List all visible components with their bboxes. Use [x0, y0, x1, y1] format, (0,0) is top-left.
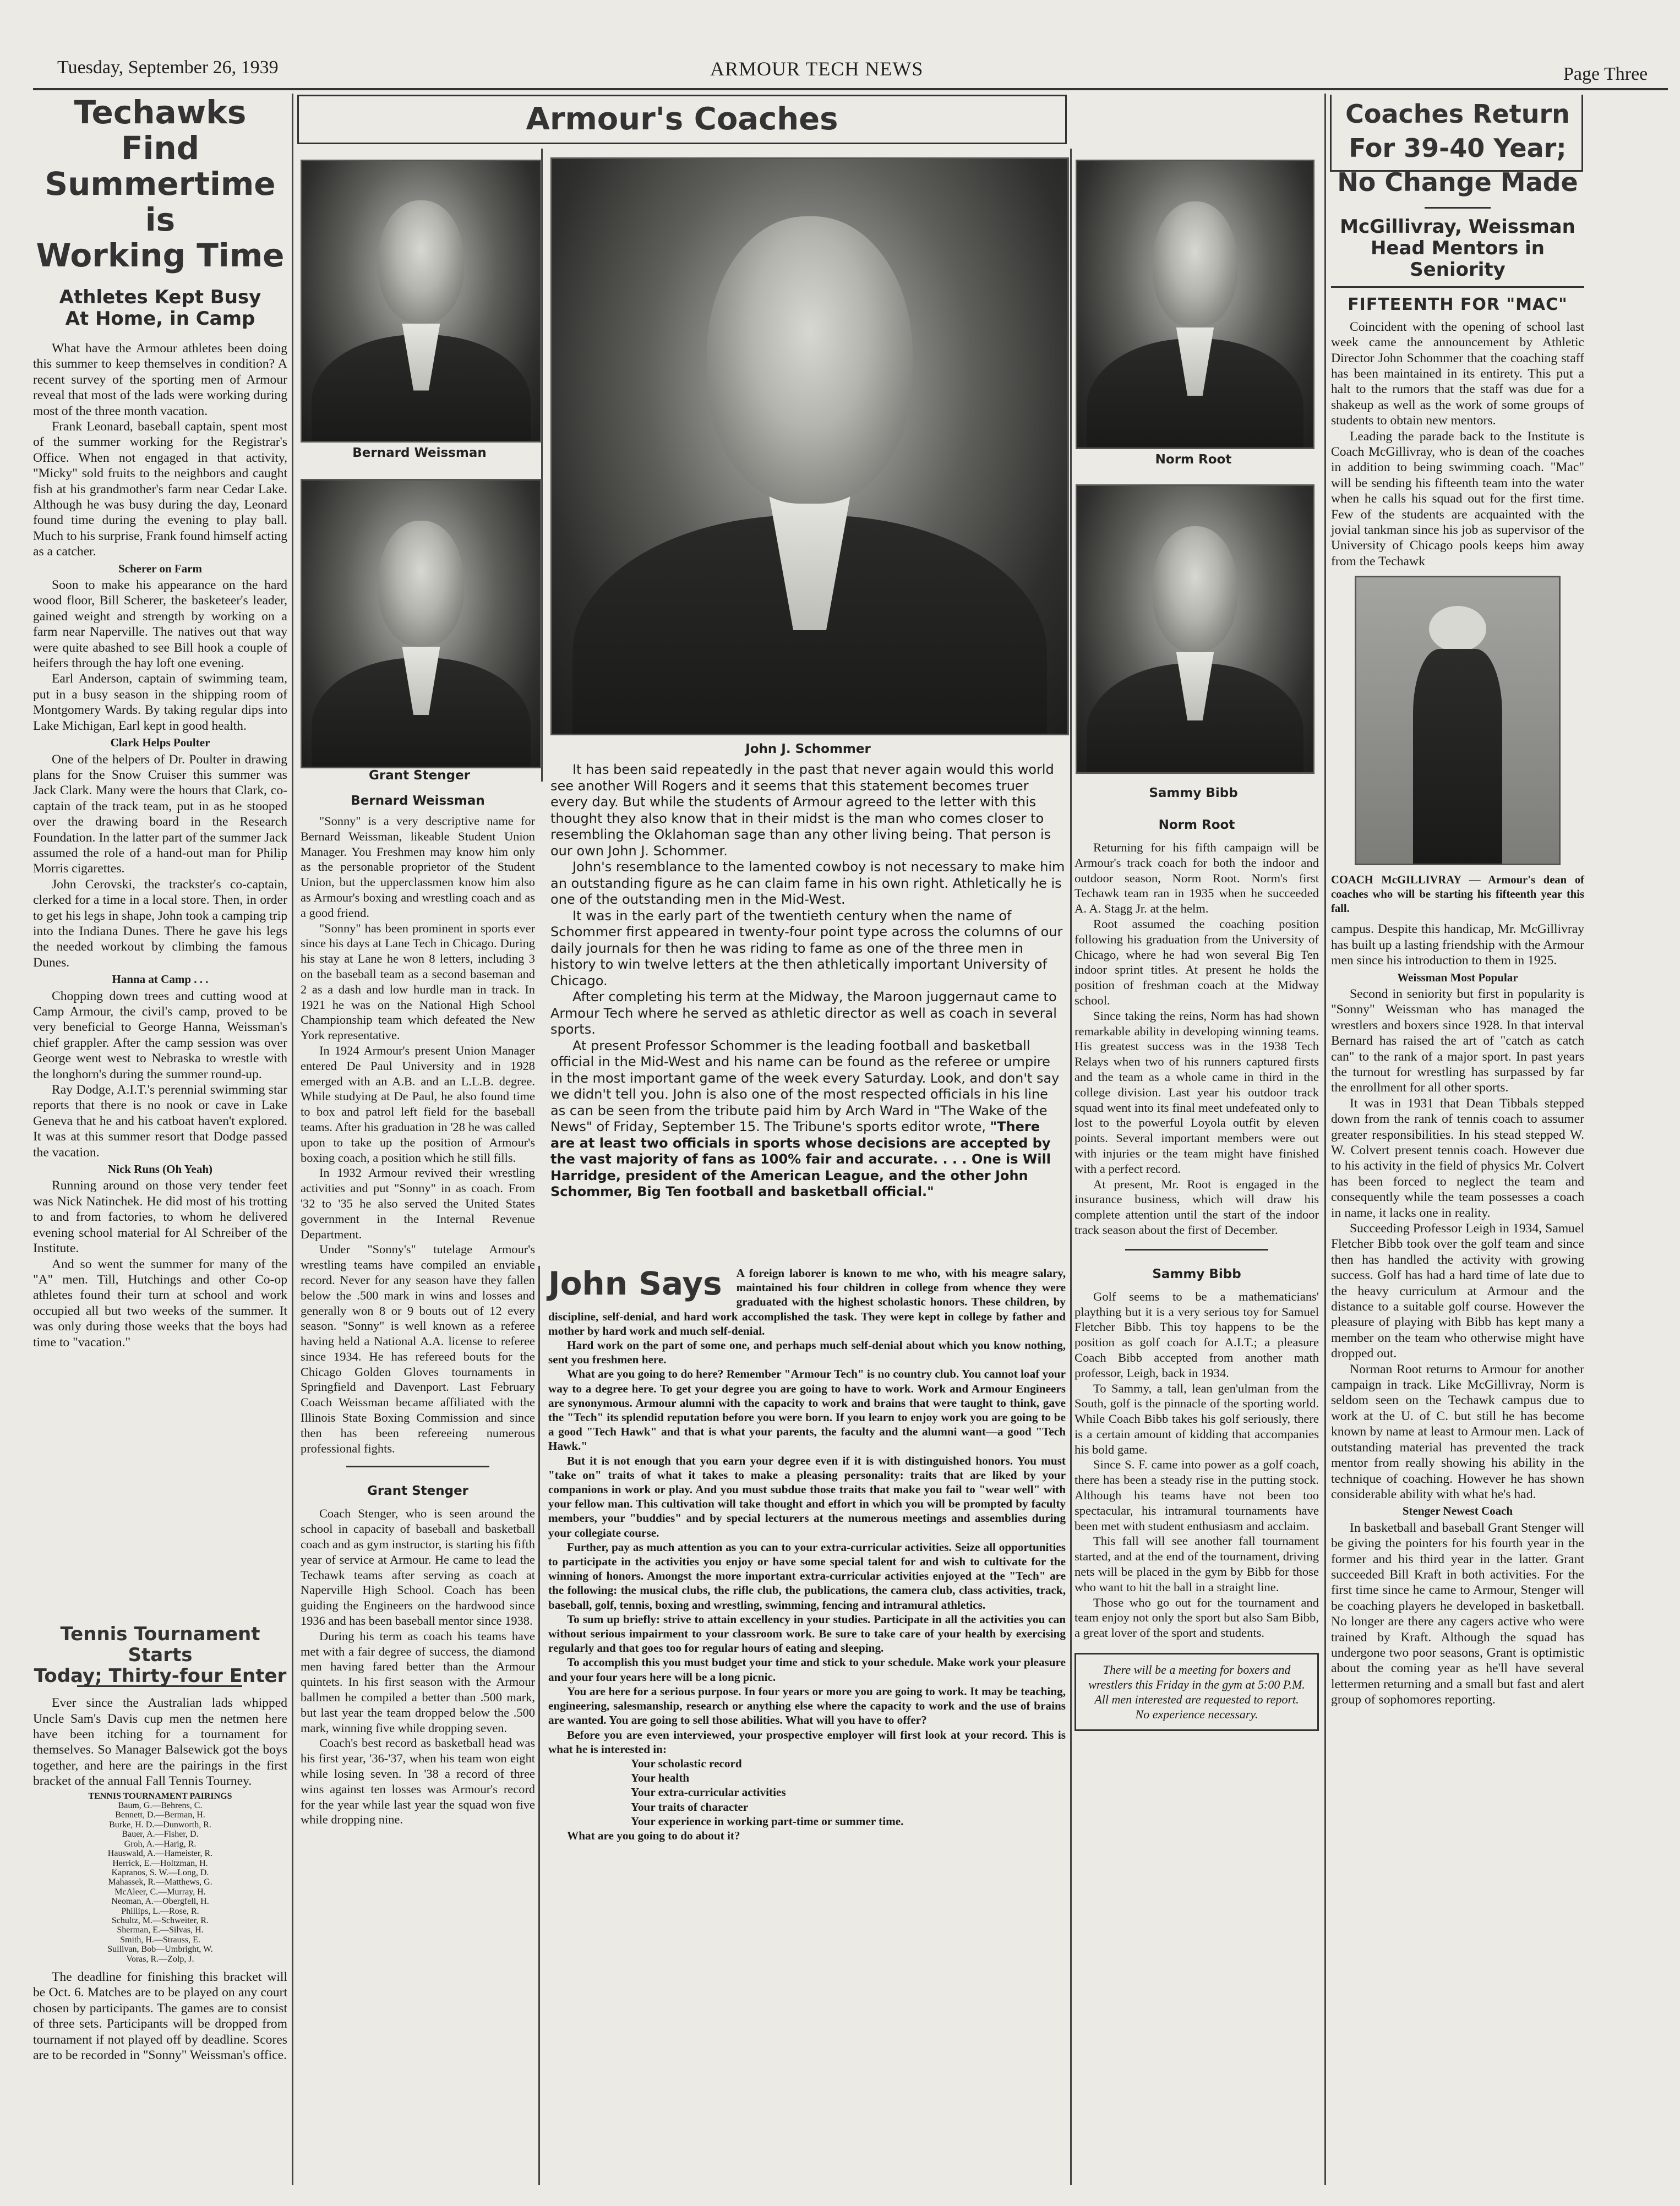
pairing-row: Bauer, A.—Fisher, D.	[122, 1830, 199, 1839]
bibb-body	[1074, 1289, 1319, 1641]
headline-line: Today; Thirty-four Enter	[34, 1665, 287, 1688]
arch-ward-quote: "There are at least two officials in sports whose decisions are accepted by the vast majority of fans as 100% fair and accurate. . . . One is Will Harridge, president of the American League, and the other John Schommer, Big Ten football and basketball official."	[550, 1119, 1051, 1199]
headline-line: Working Time	[36, 236, 285, 274]
divider	[1125, 1249, 1268, 1251]
deck-line: McGillivray, Weissman	[1340, 216, 1575, 238]
paragraph: Chopping down trees and cutting wood at Camp Armour, the civil's camp, proved to be very beneficial to George Hanna, Weissman's chief grappler. After the camp session was over George went west to Nebraska to wrestle with the longhorn's during the summer round-up.	[33, 989, 287, 1082]
john-photo-caption: John J. Schommer	[745, 742, 871, 756]
list-item: Your scholastic record	[631, 1756, 742, 1770]
coaches-return-body	[1331, 319, 1584, 570]
paragraph: At present Professor Schommer is the leading football and basketball official in the Mid-West and his name can be found as the referee or umpire in the most important game of the week every Saturday. Look, and don't say we didn't tell you. John is also one of the most respected officials in his line as can be seen from the tribute paid him by Arch Ward in "The Wake of the News" of Friday, September 15. The Tribune's sports editor wrote,	[550, 1038, 1060, 1134]
pairing-row: Hauswald, A.—Hameister, R.	[107, 1849, 213, 1859]
root-heading: Norm Root	[1158, 818, 1235, 832]
paragraph: Running around on those very tender feet was Nick Natinchek. He did most of his trotting to and from factories, to whom he delivered evening school material for Al Schreiber of the Institute.	[33, 1178, 287, 1256]
paragraph: In 1924 Armour's present Union Manager entered De Paul University and in 1928 emerged with an A.B. and an L.L.B. degree. While studying at De Paul, he also found time to box and patrol left field for the baseball teams. After his graduation in '28 he was called upon to take up the position of Armour's boxing coach, a position which he still fills.	[301, 1043, 535, 1165]
list-item: Your experience in working part-time or summer time.	[631, 1814, 904, 1828]
paragraph: In 1932 Armour revived their wrestling activities and put "Sonny" in as coach. From '32 to '35 he also served the United States government in the Internal Revenue Department.	[301, 1166, 535, 1241]
paragraph: campus. Despite this handicap, Mr. McGillivray has built up a lasting friendship with the Armour men since his introduction to them in 1925.	[1331, 922, 1584, 968]
subhead: Hanna at Camp . . .	[112, 973, 209, 986]
photo-figure	[1413, 649, 1502, 864]
paragraph: To accomplish this you must budget your time and stick to your schedule. Make work your pleasure and your four years here will be a long picnic.	[548, 1656, 1066, 1684]
pairing-row: Mahassek, R.—Matthews, G.	[108, 1877, 212, 1887]
root-body	[1074, 840, 1319, 1238]
pairing-row: Sherman, E.—Silvas, H.	[117, 1925, 204, 1935]
sammy-bibb-photo	[1076, 484, 1314, 774]
photo-figure	[707, 216, 913, 504]
headline-line: Techawks Find	[74, 94, 247, 167]
subhead: Clark Helps Poulter	[110, 736, 210, 750]
pairing-row: Smith, H.—Strauss, E.	[120, 1935, 200, 1945]
paragraph: What are you going to do here? Remember "Armour Tech" is no country club. You cannot loaf your way to a degree here. To get your degree you are going to have to work. Work and Armour Engineers are synonymous. Armour alumni with the capacity to work and brains that were taught to think, gave the "Tech" its splendid reputation before you were born. If you learn to enjoy work you are going to be a good "Tech Hawk" and that is what your parents, the faculty and the alumni want—a good "Tech Hawk."	[548, 1367, 1066, 1453]
tennis-body	[33, 1695, 287, 1789]
fifteenth-kicker: FIFTEENTH FOR "MAC"	[1348, 295, 1568, 315]
photo-figure	[1429, 606, 1486, 652]
paragraph: Before you are even interviewed, your prospective employer will first look at your record. This is what he is interested in:	[548, 1728, 1066, 1756]
paragraph: Hard work on the part of some one, and perhaps much self-denial about which you know nothing, sent you freshmen here.	[548, 1339, 1066, 1367]
paragraph: "Sonny" is a very descriptive name for Bernard Weissman, likeable Student Union Manager. You Freshmen may know him only as the personable proprietor of the Student Union, but the upperclassmen know him also as Armour's boxing and wrestling coach and as a good friend.	[301, 814, 535, 920]
subhead: Stenger Newest Coach	[1402, 1504, 1513, 1518]
mcgillivray-photo	[1355, 576, 1561, 865]
pairing-row: Sullivan, Bob—Umbright, W.	[107, 1945, 213, 1954]
photo-figure	[1153, 526, 1237, 652]
techawks-headline	[33, 95, 287, 274]
paragraph: What have the Armour athletes been doing this summer to keep themselves in condition? A recent survey of the sporting men of Armour reveal that most of the lads were working during most of the three month vacation.	[33, 341, 287, 418]
paragraph: Leading the parade back to the Institute is Coach McGillivray, who is dean of the coaches in addition to being swimming coach. "Mac" will be sending his fifteenth team into the water when he calls his squad out for the first time. Few of the students are acquainted with the jovial tankman since his job as supervisor of the University of Chicago pools keeps him away from the Techawk	[1331, 429, 1584, 569]
paragraph: During his term as coach his teams have met with a fair degree of success, the diamond men having fared better than the Armour quintets. In his first season with the Armour ballmen he compiled a better than .500 mark, but last year the team dropped below the .500 mark, winning five while dropping seven.	[301, 1629, 535, 1735]
left-column	[33, 95, 287, 1350]
headline-line: Summertime is	[45, 165, 276, 238]
pairing-row: Neoman, A.—Obergfell, H.	[111, 1897, 209, 1907]
schommer-article	[550, 762, 1066, 1200]
issue-date: Tuesday, September 26, 1939	[57, 57, 279, 78]
paragraph: At present, Mr. Root is engaged in the insurance business, which will draw his complete attention until the start of the indoor track season about the first of December.	[1074, 1177, 1319, 1237]
mcgillivray-caption	[1331, 873, 1584, 916]
paragraph: John's resemblance to the lamented cowboy is not necessary to make him an outstanding figure as he can claim fame in his own right. Athletically he is one of the outstanding men in the Mid-West.	[550, 859, 1065, 907]
banner-title: Armour's Coaches	[526, 101, 838, 137]
paragraph: A foreign laborer is known to me who, with his meagre salary, maintained his four children in college from whence they were graduated with the highest scholastic honors. These children, by discipline, self-denial, and hard work accomplished the task. They were kept in college by father and mother by hard work and much self-denial.	[548, 1266, 1066, 1337]
pairings-title: TENNIS TOURNAMENT PAIRINGS	[88, 1791, 232, 1801]
masthead-rule	[33, 88, 1668, 90]
list-item: Your traits of character	[631, 1800, 749, 1814]
paragraph: Frank Leonard, baseball captain, spent most of the summer working for the Registrar's Office. When not engaged in that activity, "Micky" sold fruits to the neighbors and caught fish at his grandmother's farm near Cedar Lake. Although he was busy during the day, Leonard found time during the evening to play ball. Much to his surprise, Frank found himself acting as a catcher.	[33, 419, 287, 559]
paragraph: It has been said repeatedly in the past that never again would this world see another Will Rogers and it seems that this statement becomes truer every day. But while the students of Armour agreed to the letter with this thought they also know that in their midst is the man who comes closer to resembling the Oklahoman sage than any other living being. That person is our own John J. Schommer.	[550, 762, 1054, 859]
paragraph: Ever since the Australian lads whipped Uncle Sam's Davis cup men the netmen here have been itching for a tournament for themselves. So Manager Balsewick got the boys together, and here are the pairings in the first bracket of the annual Fall Tennis Tourney.	[33, 1696, 287, 1789]
bibb-heading: Sammy Bibb	[1152, 1266, 1241, 1281]
pairing-row: Schultz, M.—Schweiter, R.	[111, 1915, 209, 1925]
paragraph: Ray Dodge, A.I.T.'s perennial swimming star reports that there is no nook or cave in Lake Geneva that he and his catboat haven't explored. It was at this summer resort that Dodge passed the vacation.	[33, 1083, 287, 1160]
paragraph: What are you going to do about it?	[567, 1828, 740, 1842]
weissman-heading: Bernard Weissman	[351, 794, 485, 808]
pairings-list	[33, 1801, 287, 1964]
divider	[1425, 207, 1491, 209]
subhead: Weissman Most Popular	[1397, 970, 1518, 984]
paragraph: Coach Stenger, who is seen around the school in capacity of baseball and basketball coach and as gym instructor, is starting his fifth year of service at Armour. He came to lead the Techawk teams after serving as coach at Naperville High School. Coach has been guiding the Engineers on the hardwood since 1936 and has been baseball mentor since 1938.	[301, 1506, 535, 1628]
coaches-return-headline	[1331, 97, 1584, 199]
paragraph: Golf seems to be a mathematicians' plaything but it is a very serious toy for Samuel Fletcher Bibb. This toy happens to be the position as golf coach for A.I.T.; a pleasure Coach Bibb accepted from another math professor, Leigh, back in 1934.	[1074, 1289, 1319, 1380]
paragraph: This fall will see another fall tournament started, and at the end of the tournament, driving nets will be placed in the gym by Bibb for those who want to hit the ball in a straight line.	[1074, 1534, 1319, 1594]
photo-figure	[1153, 201, 1237, 327]
stenger-body	[301, 1506, 535, 1827]
paragraph: Since S. F. came into power as a golf coach, there has been a steady rise in the putting stock. Although his teams have not been too spectacular, his intramural tournaments have been met with student enthusiasm and acclaim.	[1074, 1457, 1319, 1533]
meeting-notice: There will be a meeting for boxers and wrestlers this Friday in the gym at 5:00 P.M. All men interested are requested to report. No experience necessary.	[1074, 1653, 1319, 1731]
paragraph: Returning for his fifth campaign will be Armour's track coach for both the indoor and outdoor season, Norm Root. Norm's first Techawk team ran in 1935 when he succeeded A. A. Stagg Jr. at the helm.	[1074, 840, 1319, 916]
pairing-row: Voras, R.—Zolp, J.	[126, 1954, 194, 1964]
paragraph: To sum up briefly: strive to attain excellency in your studies. Participate in all the activities you can without serious impairment to your classroom work. Be sure to take care of your health by exercising regularly and that goes too for regular hours of eating and sleeping.	[548, 1612, 1066, 1655]
deck-line: Athletes Kept Busy	[59, 286, 261, 308]
headline-line: For 39-40 Year;	[1349, 133, 1567, 163]
pairing-row: Groh, A.—Harig, R.	[124, 1839, 197, 1849]
paragraph: It was in 1931 that Dean Tibbals stepped down from the rank of tennis coach to assumer greater responsibilities. In his stead stepped W. W. Colvert present tennis coach. However due to his activity in the field of physics Mr. Colvert has been forced to neglect the team and consequently while the team possesses a coach in name, it lacks one in reality.	[1331, 1096, 1584, 1220]
root-bibb-column	[1074, 815, 1319, 1731]
paragraph: Norman Root returns to Armour for another campaign in track. Like McGillivray, Norm is seldom seen on the Techawk campus due to work at the U. of C. but still he has become known by name at least to Armour men. Lack of outstanding material has prevented the track mentor from really showing his ability in the technique of coaching. However he has shown considerable ability with what he's had.	[1331, 1362, 1584, 1501]
column-rule	[292, 94, 293, 2185]
divider	[1331, 286, 1584, 288]
headline-line: Tennis Tournament Starts	[60, 1623, 260, 1667]
pairing-row: Baum, G.—Behrens, C.	[118, 1801, 203, 1811]
paragraph: One of the helpers of Dr. Poulter in drawing plans for the Snow Cruiser this summer was Jack Clark. Many were the hours that Clark, co-captain of the track team, put in as he stooped over the drawing board in the Research Foundation. In the latter part of the summer Jack assumed the role of a hand-out man for Philip Morris cigarettes.	[33, 752, 287, 876]
pairing-row: Kapranos, S. W.—Long, D.	[111, 1868, 209, 1877]
techawks-article	[33, 341, 287, 1350]
subhead: Scherer on Farm	[118, 561, 203, 575]
right-deck	[1331, 216, 1584, 281]
grant-photo-caption: Grant Stenger	[368, 768, 471, 783]
paragraph: The deadline for finishing this bracket will be Oct. 6. Matches are to be played on any court chosen by participants. The games are to consist of three sets. Participants will be dropped from tournament if not played off by deadline. Scores are to be recorded in "Sonny" Weissman's office.	[33, 1969, 287, 2063]
john-schommer-photo	[550, 157, 1069, 735]
grant-stenger-photo	[301, 479, 542, 768]
tennis-article	[33, 1624, 287, 2063]
caption-text: COACH McGILLIVRAY — Armour's dean of coaches who will be starting his fifteenth year this fall.	[1331, 874, 1584, 915]
list-item: Your health	[631, 1771, 690, 1785]
paragraph: Coach's best record as basketball head was his first year, '36-'37, when his team won eight while losing seven. In '38 a record of three wins against ten losses was Armour's record for the year while last year the squad won five while dropping nine.	[301, 1736, 535, 1827]
deck-line: Head Mentors in	[1370, 237, 1545, 260]
paragraph: Second in seniority but first in popularity is "Sonny" Weissman who has managed the wrestlers and boxers since 1928. In that interval Bernard has raised the art of "catch as catch can" to the rank of a major sport. In past years the turnout for wrestling has surpassed by far the enrollment for all other sports.	[1331, 986, 1584, 1095]
paragraph: Coincident with the opening of school last week came the announcement by Athletic Director John Schommer that the coaching staff has been maintained in its entirety. This put a halt to the rumors that the staff was due for a shakeup as well as the work of some groups of students to obtain new mentors.	[1331, 319, 1584, 428]
john-says-title: John Says	[548, 1265, 722, 1302]
tennis-body-2	[33, 1969, 287, 2063]
deck-line: At Home, in Camp	[65, 307, 255, 330]
stenger-heading: Grant Stenger	[367, 1484, 469, 1499]
paragraph: Under "Sonny's" tutelage Armour's wrestling teams have compiled an enviable record. Never for any season have they fallen below the .500 mark in wins and losses and generally won 8 or 9 bouts out of 12 every season. "Sonny" is well known as a referee having held a National A.A. license to referee since 1934. He has refereed bouts for the Chicago Golden Gloves tournaments in Springfield and Davenport. Last February Coach Weissman became affiliated with the Illinois State Boxing Commission and since then has been refereeing numerous professional fights.	[301, 1242, 535, 1455]
coaches-return-body-2	[1331, 921, 1584, 1707]
paragraph: It was in the early part of the twentieth century when the name of Schommer first appeared in twenty-four point type across the columns of our daily journals for then he was riding to fame as one of the three men in history to win twelve letters at the then athletically important University of Chicago.	[550, 908, 1063, 989]
paragraph: Since taking the reins, Norm has had shown remarkable ability in developing winning teams. His greatest success was in the 1938 Tech Relays when two of his runners captured firsts and the team as a whole came in third in the college division. Last year his outdoor track squad went into its final meet undefeated only to lost to the powerful Loyola outfit by eleven points. Several important members were out with injuries or the team might have finished with a perfect record.	[1074, 1008, 1319, 1176]
column-rule	[1070, 149, 1072, 2185]
sammy-photo-caption: Sammy Bibb	[1149, 786, 1238, 800]
paragraph: John Cerovski, the trackster's co-captain, clerked for a time in a local store. Then, in order to get his legs in shape, John took a camping trip into the Indiana Dunes. There he gave his legs the needed workout by climbing the famous Dunes.	[33, 877, 287, 970]
paragraph: Succeeding Professor Leigh in 1934, Samuel Fletcher Bibb took over the golf team and since then has handled the activity with growing success. Golf has had a hard time of late due to the heavy curriculum at Armour and the distance to a suitable golf course. However the pleasure of playing with Bibb has kept many a member on the team who otherwise might have dropped out.	[1331, 1221, 1584, 1361]
coaches-banner	[297, 95, 1067, 144]
athletes-deck	[33, 287, 287, 330]
pairing-row: McAleer, C.—Murray, H.	[114, 1887, 206, 1897]
paragraph: To Sammy, a tall, lean gen'ulman from the South, golf is the pinnacle of the sporting world. While Coach Bibb takes his golf seriously, there is a certain amount of kidding that accompanies his bold game.	[1074, 1381, 1319, 1456]
paragraph: Further, pay as much attention as you can to your extra-curricular activities. Seize all opportunities to participate in the activities you enjoy or have some special talent for and wish to cultivate for the winning of honors. Amongst the more important extra-curricular activities enjoyed at the "Tech" are the following: the musical clubs, the rifle club, the publications, the camera club, class activities, track, baseball, golf, tennis, boxing and wrestling, swimming, fencing and intramural athletics.	[548, 1540, 1066, 1612]
paragraph: Those who go out for the tournament and team enjoy not only the sport but also Sam Bibb, a great lover of the sport and students.	[1074, 1595, 1319, 1640]
headline-line: Coaches Return	[1345, 99, 1570, 129]
paragraph: And so went the summer for many of the "A" men. Till, Hutchings and other Co-op athletes found their turn at school and work occupied all but two weeks of the summer. It was only during those weeks that the boys had time to "vacation."	[33, 1257, 287, 1350]
deck-line: Seniority	[1410, 259, 1506, 281]
bernard-weissman-photo	[301, 160, 542, 443]
paragraph: In basketball and baseball Grant Stenger will be giving the pointers for his fourth year in the former and his third year in the latter. Grant succeeded Bill Kraft in both activities. For the first time since he came to Armour, Stenger will be coaching players he developed in basketball. No longer are there any cagers active who were trained by Kraft. Although the squad has undergone two poor seasons, Grant is optimistic about the coming year as he'll have several lettermen returning and a small but fast and alert group of sophomores reporting.	[1331, 1520, 1584, 1707]
paragraph: You are here for a serious purpose. In four years or more you are going to work. It may be teaching, engineering, salesmanship, research or anything else where the capacity to work and the use of brains are wanted. You are going to sell those abilities. What will you have to offer?	[548, 1684, 1066, 1727]
paragraph: Earl Anderson, captain of swimming team, put in a busy season in the shipping room of Montgomery Wards. By taking regular dips into Lake Michigan, Earl kept in good health.	[33, 671, 287, 733]
right-column	[1331, 97, 1584, 1708]
tennis-headline	[33, 1624, 287, 1686]
weissman-article	[301, 794, 535, 1827]
page-number: Page Three	[1563, 64, 1648, 84]
paragraph: But it is not enough that you earn your degree even if it is with distinguished honors. You must "take on" traits of what it takes to make a pleasing personality: traits that are liked by your companions in work or play. And you must subdue those traits that make you fail to "wear well" with your fellow man. This cultivation will take thought and effort in which you will be prompted by faculty members, your "buddies" and by special lecturers at the numerous meetings and assemblies during your collegiate course.	[548, 1454, 1066, 1539]
paragraph: "Sonny" has been prominent in sports ever since his days at Lane Tech in Chicago. During his stay at Lane he won 8 letters, including 3 on the baseball team as a second baseman and 2 as a dash and low hurdle man in track. In 1921 he was on the National High School Championship team which defeated the New York representative.	[301, 921, 535, 1042]
john-says-column	[548, 1266, 1066, 1843]
norm-photo-caption: Norm Root	[1155, 452, 1232, 467]
norm-root-photo	[1076, 160, 1314, 449]
photo-figure	[378, 521, 464, 647]
bernard-photo-caption: Bernard Weissman	[352, 446, 487, 460]
pairing-row: Herrick, E.—Holtzman, H.	[112, 1858, 208, 1868]
weissman-body	[301, 813, 535, 1456]
pairing-row: Phillips, L.—Rose, R.	[121, 1906, 199, 1916]
list-item: Your extra-curricular activities	[631, 1785, 786, 1799]
column-rule	[1324, 94, 1326, 2185]
paragraph: Soon to make his appearance on the hard wood floor, Bill Scherer, the basketeer's leader, gained weight and strength by working on a farm near Naperville. The natives out that way were quite abashed to see Bill hook a couple of heifers through the hay loft one evening.	[33, 578, 287, 671]
subhead: Nick Runs (Oh Yeah)	[107, 1162, 212, 1176]
pairing-row: Burke, H. D.—Dunworth, R.	[109, 1820, 211, 1830]
headline-line: No Change Made	[1337, 167, 1578, 197]
column-rule	[538, 1266, 540, 2185]
john-says-body	[548, 1266, 1066, 1843]
photo-figure	[378, 200, 464, 324]
pairing-row: Bennett, D.—Berman, H.	[115, 1810, 205, 1820]
divider	[346, 1466, 489, 1467]
paper-name: ARMOUR TECH NEWS	[710, 58, 924, 80]
paragraph: Root assumed the coaching position following his graduation from the University of Chicago, where he had won several Big Ten indoor sprint titles. At present he holds the position of freshman coach at the Midway school.	[1074, 916, 1319, 1007]
paragraph: After completing his term at the Midway, the Maroon juggernaut came to Armour Tech where he served as athletic director as well as coach in several sports.	[550, 989, 1057, 1037]
